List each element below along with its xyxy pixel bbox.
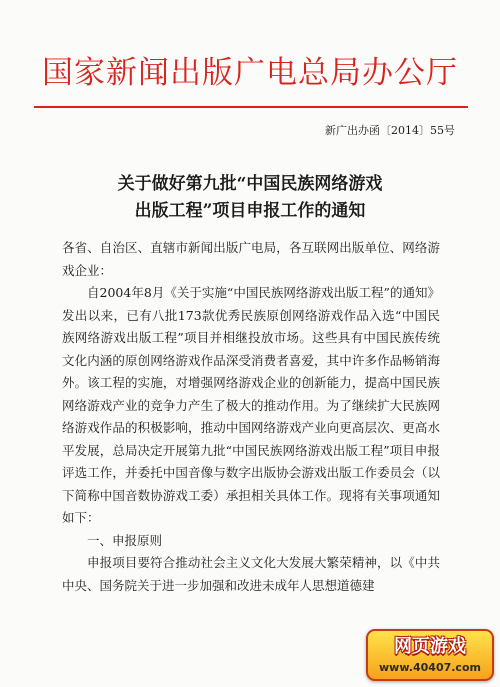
letterhead-org-name: 国家新闻出版广电总局办公厅 [42, 55, 458, 91]
watermark-logo [366, 629, 494, 681]
notice-body [62, 237, 440, 597]
watermark-logo-url: www.40407.com [379, 661, 481, 674]
notice-title-line-1: 关于做好第九批“中国民族网络游戏 [117, 174, 383, 194]
section-1-text: 申报项目要符合推动社会主义文化大发展大繁荣精神，以《中共中央、国务院关于进一步加强和改进未成年人思想道德建 [62, 555, 440, 593]
salutation: 各省、自治区、直辖市新闻出版广电局，各互联网出版单位、网络游戏企业： [62, 240, 440, 278]
document-number: 新广出办函〔2014〕55号 [325, 124, 455, 137]
body-paragraph-1: 自2004年8月《关于实施“中国民族网络游戏出版工程”的通知》发出以来，已有八批173款优秀民族原创网络游戏作品入选“中国民族网络游戏出版工程”项目并相继投放市场。这些具有中国民族传统文化内涵的原创网络游戏作品深受消费者喜爱，其中许多作品畅销海外。该工程的实施，对增强网络游戏企业的创新能力，提高中国民族网络游戏产业的竞争力产生了极大的推动作用。为了继续扩大民族网络游戏作品的积极影响，推动中国网络游戏产业向更高层次、更高水平发展，总局决定开展第九批“中国民族网络游戏出版工程”项目申报评选工作，并委托中国音像与数字出版协会游戏出版工作委员会（以下简称中国音数协游戏工委）承担相关具体工作。现将有关事项通知如下： [62, 285, 440, 525]
watermark-logo-title: 网页游戏 [394, 636, 466, 657]
notice-title [0, 171, 500, 225]
notice-title-line-2: 出版工程”项目申报工作的通知 [134, 201, 366, 221]
section-1-heading: 一、申报原则 [87, 532, 163, 548]
letterhead-red-rule [34, 106, 468, 108]
